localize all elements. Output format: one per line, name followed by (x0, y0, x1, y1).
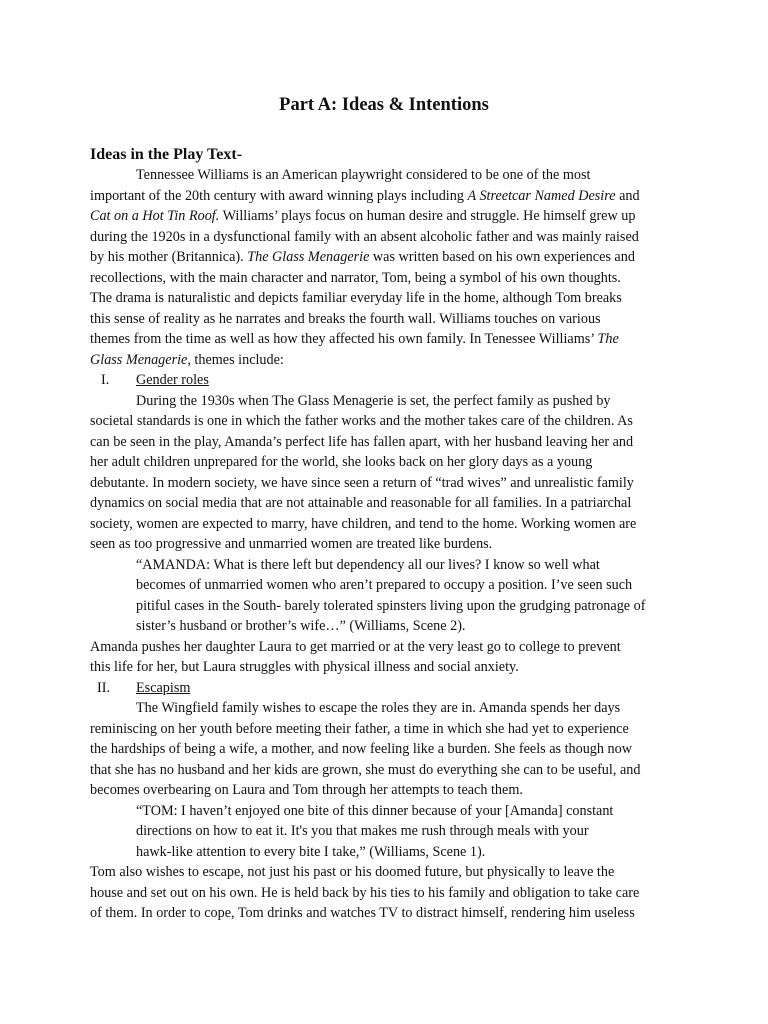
text-line: that she has no husband and her kids are grown, she must do everything she can to be useful, and (90, 762, 641, 778)
text-line: during the 1920s in a dysfunctional family with an absent alcoholic father and was mainly raised (90, 229, 639, 245)
text-line: The drama is naturalistic and depicts familiar everyday life in the home, although Tom breaks (90, 290, 622, 306)
text-line: this sense of reality as he narrates and breaks the fourth wall. Williams touches on various (90, 311, 601, 327)
text-line: themes from the time as well as how they affected his own family. In Tenessee Williams’ The (90, 331, 619, 347)
text-line: Cat on a Hot Tin Roof. Williams’ plays focus on human desire and struggle. He himself grew up (90, 208, 636, 224)
text-line: dynamics on social media that are not attainable and reasonable for all families. In a patriarchal (90, 495, 632, 511)
text-line: seen as too progressive and unmarried women are treated like burdens. (90, 536, 493, 552)
text-line: reminiscing on her youth before meeting their father, a time in which she had yet to experience (90, 721, 629, 737)
quote-line: becomes of unmarried women who aren’t prepared to occupy a position. I’ve seen such (136, 577, 633, 593)
text-line: important of the 20th century with award winning plays including A Streetcar Named Desire and (90, 188, 640, 204)
text-line: by his mother (Britannica). The Glass Menagerie was written based on his own experiences and (90, 249, 635, 265)
play-title: A Streetcar Named Desire (467, 188, 616, 204)
text-line: house and set out on his own. He is held back by his ties to his family and obligation to take care (90, 885, 640, 901)
page-title: Part A: Ideas & Intentions (279, 95, 489, 115)
quote-line: sister’s husband or brother’s wife…” (Williams, Scene 2). (136, 618, 466, 634)
text-line: her adult children unprepared for the world, she looks back on her glory days as a young (90, 454, 593, 470)
text-line: becomes overbearing on Laura and Tom through her attempts to teach them. (90, 782, 523, 798)
text-line: can be seen in the play, Amanda’s perfect life has fallen apart, with her husband leaving her and (90, 434, 634, 450)
text-line: of them. In order to cope, Tom drinks and watches TV to distract himself, rendering him useless (90, 905, 635, 921)
list-item-label: Gender roles (136, 372, 209, 388)
text-line: During the 1930s when The Glass Menagerie is set, the perfect family as pushed by (136, 393, 611, 409)
quote-line: “TOM: I haven’t enjoyed one bite of this dinner because of your [Amanda] constant (136, 803, 614, 819)
text-line: this life for her, but Laura struggles with physical illness and social anxiety. (90, 659, 519, 675)
text-line: the hardships of being a wife, a mother, and now feeling like a burden. She feels as though now (90, 741, 632, 757)
quote-line: hawk-like attention to every bite I take,” (Williams, Scene 1). (136, 844, 486, 860)
text-line: recollections, with the main character and narrator, Tom, being a symbol of his own thoughts. (90, 270, 621, 286)
play-title: Cat on a Hot Tin Roof. (90, 208, 220, 224)
play-title: The Glass Menagerie (247, 249, 370, 265)
text-line: Amanda pushes her daughter Laura to get married or at the very least go to college to prevent (90, 639, 621, 655)
quote-line: directions on how to eat it. It's you that makes me rush through meals with your (136, 823, 589, 839)
play-title: Glass Menagerie, (90, 352, 191, 368)
list-number: I. (101, 372, 110, 388)
text-line: Tom also wishes to escape, not just his past or his doomed future, but physically to leave the (90, 864, 615, 880)
play-title: The (597, 331, 619, 347)
text-line: The Wingfield family wishes to escape the roles they are in. Amanda spends her days (136, 700, 621, 716)
text-line: Glass Menagerie, themes include: (90, 352, 284, 368)
text-line: societal standards is one in which the father works and the mother takes care of the children. As (90, 413, 633, 429)
section-heading: Ideas in the Play Text- (90, 146, 243, 163)
list-number: II. (97, 680, 110, 696)
text-line: society, women are expected to marry, have children, and tend to the home. Working women are (90, 516, 637, 532)
list-item-label: Escapism (136, 680, 191, 696)
quote-line: “AMANDA: What is there left but dependency all our lives? I know so well what (136, 557, 600, 573)
text-line: Tennessee Williams is an American playwright considered to be one of the most (136, 167, 591, 183)
text-line: debutante. In modern society, we have since seen a return of “trad wives” and unrealistic family (90, 475, 634, 491)
quote-line: pitiful cases in the South- barely tolerated spinsters living upon the grudging patronage of (136, 598, 646, 614)
